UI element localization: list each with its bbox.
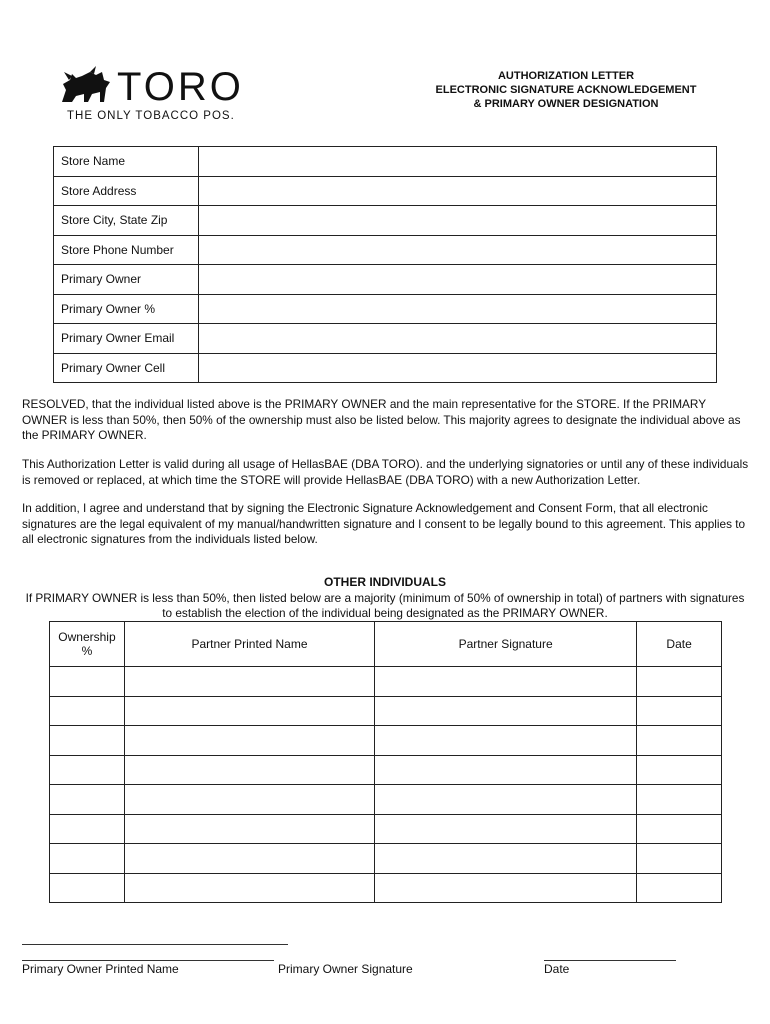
date-cell[interactable] — [637, 814, 722, 844]
store-phone-label: Store Phone Number — [54, 235, 199, 265]
partner-signature-cell[interactable] — [375, 844, 637, 874]
primary-owner-field[interactable] — [199, 265, 717, 295]
ownership-header-line-2: % — [81, 644, 93, 658]
date-cell[interactable] — [637, 696, 722, 726]
store-phone-row — [54, 235, 717, 265]
partner-row — [50, 726, 722, 756]
primary-owner-email-field[interactable] — [199, 324, 717, 354]
partner-name-cell[interactable] — [124, 726, 374, 756]
other-individuals-heading: OTHER INDIVIDUALS — [323, 575, 446, 589]
primary-owner-percent-row — [54, 294, 717, 324]
date-column-header: Date — [637, 622, 722, 667]
store-address-row — [54, 176, 717, 206]
title-line-3: & PRIMARY OWNER DESIGNATION — [473, 98, 659, 110]
partner-name-cell[interactable] — [124, 785, 374, 815]
partner-name-cell[interactable] — [124, 873, 374, 903]
primary-owner-cell-label: Primary Owner Cell — [54, 353, 199, 383]
ownership-column-header — [50, 622, 125, 667]
partner-row — [50, 844, 722, 874]
primary-owner-email-row — [54, 324, 717, 354]
partner-name-cell[interactable] — [124, 696, 374, 726]
partner-signature-cell[interactable] — [375, 785, 637, 815]
date-cell[interactable] — [637, 844, 722, 874]
ownership-header-line-1: Ownership — [58, 630, 116, 644]
partner-signature-cell[interactable] — [375, 696, 637, 726]
esign-paragraph: In addition, I agree and understand that by signing the Electronic Signature Acknowledgement and Consent Form, that all electronic signatures are the legal equivalent of my manual/handwritten signature and I consent to be legally bound to this agreement. This applies to all electronic signatures from the individuals listed below. — [22, 501, 746, 546]
ownership-cell[interactable] — [50, 696, 125, 726]
bull-icon — [60, 66, 310, 106]
primary-owner-percent-label: Primary Owner % — [54, 294, 199, 324]
partner-name-cell[interactable] — [124, 755, 374, 785]
title-line-1: AUTHORIZATION LETTER — [497, 70, 635, 82]
toro-logo — [60, 66, 310, 128]
partner-row — [50, 785, 722, 815]
date-label: Date — [544, 962, 570, 976]
partner-signature-cell[interactable] — [375, 755, 637, 785]
title-line-2: ELECTRONIC SIGNATURE ACKNOWLEDGEMENT — [435, 84, 697, 96]
printed-name-line-upper — [22, 944, 288, 945]
partner-row — [50, 873, 722, 903]
partner-row — [50, 755, 722, 785]
partner-signature-cell[interactable] — [375, 667, 637, 697]
date-line[interactable] — [544, 960, 676, 961]
partner-name-cell[interactable] — [124, 844, 374, 874]
date-cell[interactable] — [637, 667, 722, 697]
partner-table-header — [50, 622, 722, 667]
date-cell[interactable] — [637, 873, 722, 903]
partner-row — [50, 814, 722, 844]
logo-wordmark: TORO — [117, 66, 244, 106]
primary-owner-email-label: Primary Owner Email — [54, 324, 199, 354]
primary-owner-label: Primary Owner — [54, 265, 199, 295]
ownership-cell[interactable] — [50, 814, 125, 844]
primary-owner-printed-name-label: Primary Owner Printed Name — [22, 962, 179, 976]
store-address-field[interactable] — [199, 176, 717, 206]
store-address-label: Store Address — [54, 176, 199, 206]
primary-owner-percent-field[interactable] — [199, 294, 717, 324]
printed-name-line[interactable] — [22, 960, 274, 961]
resolved-paragraph: RESOLVED, that the individual listed above is the PRIMARY OWNER and the main representative for the STORE. If the PRIMARY OWNER is less than 50%, then 50% of the ownership must also be listed below. This majority agrees to designate the individual above as the PRIMARY OWNER. — [22, 397, 741, 442]
ownership-cell[interactable] — [50, 667, 125, 697]
store-name-field[interactable] — [199, 147, 717, 177]
partner-row — [50, 667, 722, 697]
primary-owner-signature-label: Primary Owner Signature — [278, 962, 413, 976]
document-title — [410, 69, 722, 111]
validity-paragraph: This Authorization Letter is valid during all usage of HellasBAE (DBA TORO). and the underlying signatories or until any of these individuals is removed or replaced, at which time the STORE will provide HellasBAE (DBA TORO) with a new Authorization Letter. — [22, 457, 749, 487]
partner-name-column-header: Partner Printed Name — [124, 622, 374, 667]
primary-owner-row — [54, 265, 717, 295]
date-cell[interactable] — [637, 726, 722, 756]
ownership-cell[interactable] — [50, 755, 125, 785]
store-name-row — [54, 147, 717, 177]
ownership-cell[interactable] — [50, 726, 125, 756]
store-phone-field[interactable] — [199, 235, 717, 265]
store-info-table — [53, 146, 717, 383]
partner-name-cell[interactable] — [124, 814, 374, 844]
partner-signature-cell[interactable] — [375, 814, 637, 844]
partner-signature-cell[interactable] — [375, 726, 637, 756]
date-cell[interactable] — [637, 755, 722, 785]
partner-signature-cell[interactable] — [375, 873, 637, 903]
ownership-cell[interactable] — [50, 844, 125, 874]
ownership-cell[interactable] — [50, 785, 125, 815]
date-cell[interactable] — [637, 785, 722, 815]
partner-signature-column-header: Partner Signature — [375, 622, 637, 667]
store-city-label: Store City, State Zip — [54, 206, 199, 236]
store-name-label: Store Name — [54, 147, 199, 177]
store-city-field[interactable] — [199, 206, 717, 236]
store-city-row — [54, 206, 717, 236]
partner-row — [50, 696, 722, 726]
primary-owner-cell-field[interactable] — [199, 353, 717, 383]
logo-tagline: THE ONLY TOBACCO POS. — [67, 110, 235, 122]
other-individuals-description: If PRIMARY OWNER is less than 50%, then listed below are a majority (minimum of 50% of ownership in total) of partners with signatures to establish the election of the individual being designated as the PRIMARY OWNER. — [25, 591, 745, 620]
partner-name-cell[interactable] — [124, 667, 374, 697]
ownership-cell[interactable] — [50, 873, 125, 903]
partner-table — [49, 621, 722, 903]
primary-owner-cell-row — [54, 353, 717, 383]
